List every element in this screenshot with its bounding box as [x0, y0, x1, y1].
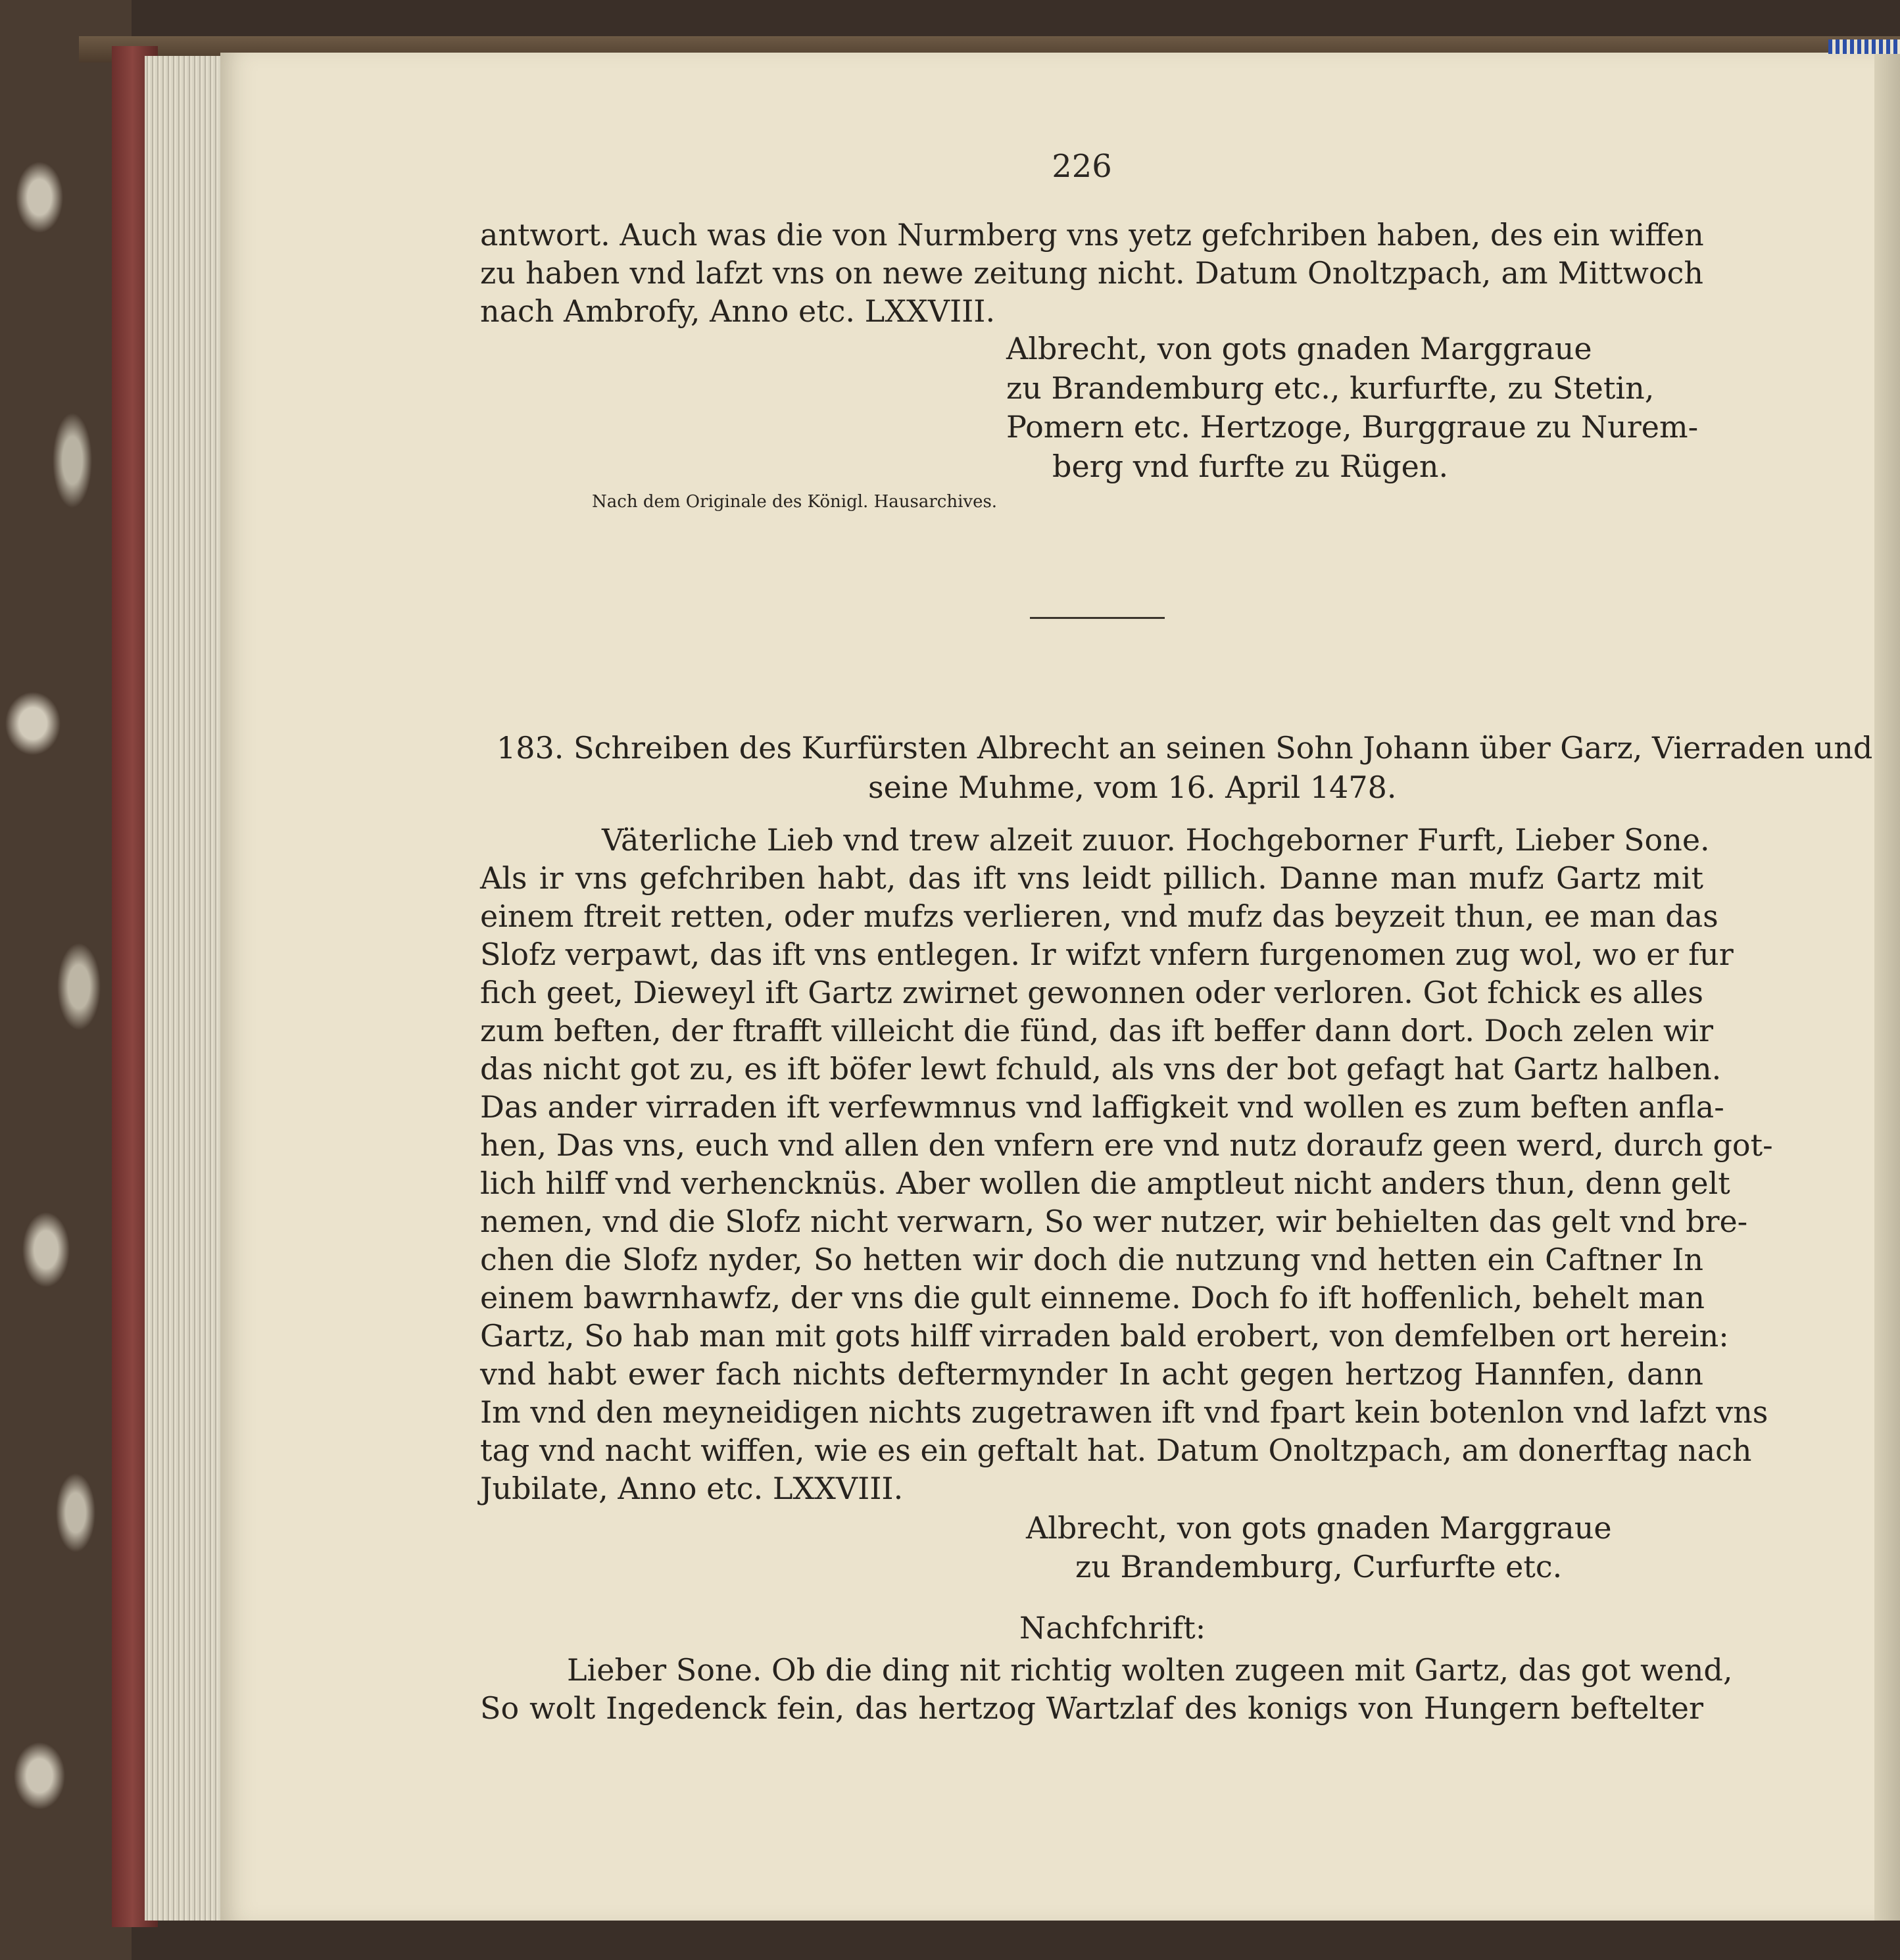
text-line: einem ftreit retten, oder mufzs verlieren, vnd mufz das beyzeit thun, ee man das: [480, 898, 1718, 934]
text-line: tag vnd nacht wiffen, wie es ein geftalt hat. Datum Onoltzpach, am donerftag nach: [480, 1433, 1752, 1468]
text-line: nemen, vnd die Slofz nicht verwarn, So wer nutzer, wir behielten das gelt vnd bre-: [480, 1204, 1748, 1239]
text-line: Im vnd den meyneidigen nichts zugetrawen ift vnd fpart kein botenlon vnd lafzt vns: [480, 1394, 1768, 1430]
text-line: das nicht got zu, es ift böfer lewt fchuld, als vns der bot gefagt hat Gartz halben.: [480, 1051, 1722, 1087]
text-line: chen die Slofz nyder, So hetten wir doch die nutzung vnd hetten ein Caftner In: [480, 1242, 1703, 1277]
text-line: vnd habt ewer fach nichts deftermynder In acht gegen hertzog Hannfen, dann: [480, 1356, 1703, 1392]
signature-line: Pomern etc. Hertzoge, Burggraue zu Nurem-: [1006, 409, 1699, 445]
postscript-title: Nachfchrift:: [1019, 1610, 1206, 1646]
text-line: Das ander virraden ift verfewmnus vnd laffigkeit vnd wollen es zum beften anfla-: [480, 1089, 1724, 1125]
color-strip: [1828, 39, 1900, 54]
text-line: zu haben vnd lafzt vns on newe zeitung nicht. Datum Onoltzpach, am Mittwoch: [480, 255, 1703, 291]
page-stack: [145, 56, 224, 1921]
text-line: Lieber Sone. Ob die ding nit richtig wolten zugeen mit Gartz, das got wend,: [567, 1652, 1733, 1688]
signature-line: Albrecht, von gots gnaden Marggraue: [1026, 1510, 1612, 1546]
signature-line: zu Brandemburg, Curfurfte etc.: [1075, 1549, 1563, 1584]
text-line: Gartz, So hab man mit gots hilff virraden bald erobert, von demfelben ort herein:: [480, 1318, 1729, 1354]
text-line: Jubilate, Anno etc. LXXVIII.: [480, 1471, 904, 1506]
signature-line: zu Brandemburg etc., kurfurfte, zu Stetin,: [1006, 370, 1655, 406]
text-line: antwort. Auch was die von Nurmberg vns yetz gefchriben haben, des ein wiffen: [480, 217, 1704, 253]
text-line: Väterliche Lieb vnd trew alzeit zuuor. Hochgeborner Furft, Lieber Sone.: [602, 822, 1710, 858]
text-line: zum beften, der ftrafft villeicht die fünd, das ift beffer dann dort. Doch zelen wir: [480, 1013, 1713, 1048]
signature-line: berg vnd furfte zu Rügen.: [1052, 449, 1449, 484]
text-line: lich hilff vnd verhencknüs. Aber wollen die amptleut nicht anders thun, denn gelt: [480, 1165, 1730, 1201]
source-note: Nach dem Originale des Königl. Hausarchives.: [592, 492, 998, 512]
text-line: nach Ambrofy, Anno etc. LXXVIII.: [480, 293, 996, 329]
section-divider: [1030, 617, 1165, 619]
text-line: fich geet, Dieweyl ift Gartz zwirnet gewonnen oder verloren. Got fchick es alles: [480, 975, 1703, 1010]
letter-heading: 183. Schreiben des Kurfürsten Albrecht an seinen Sohn Johann über Garz, Vierraden und: [497, 730, 1873, 766]
text-line: Als ir vns gefchriben habt, das ift vns leidt pillich. Danne man mufz Gartz mit: [480, 860, 1703, 896]
signature-line: Albrecht, von gots gnaden Marggraue: [1006, 331, 1592, 366]
text-line: hen, Das vns, euch vnd allen den vnfern ere vnd nutz doraufz geen werd, durch got-: [480, 1127, 1773, 1163]
text-line: Slofz verpawt, das ift vns entlegen. Ir wifzt vnfern furgenomen zug wol, wo er fur: [480, 937, 1734, 972]
letter-heading: seine Muhme, vom 16. April 1478.: [868, 770, 1397, 805]
text-line: So wolt Ingedenck fein, das hertzog Wartzlaf des konigs von Hungern beftelter: [480, 1690, 1703, 1726]
page-number: 226: [1052, 148, 1112, 185]
page-right-edge: [1874, 53, 1900, 1921]
text-line: einem bawrnhawfz, der vns die gult einneme. Doch fo ift hoffenlich, behelt man: [480, 1280, 1705, 1315]
